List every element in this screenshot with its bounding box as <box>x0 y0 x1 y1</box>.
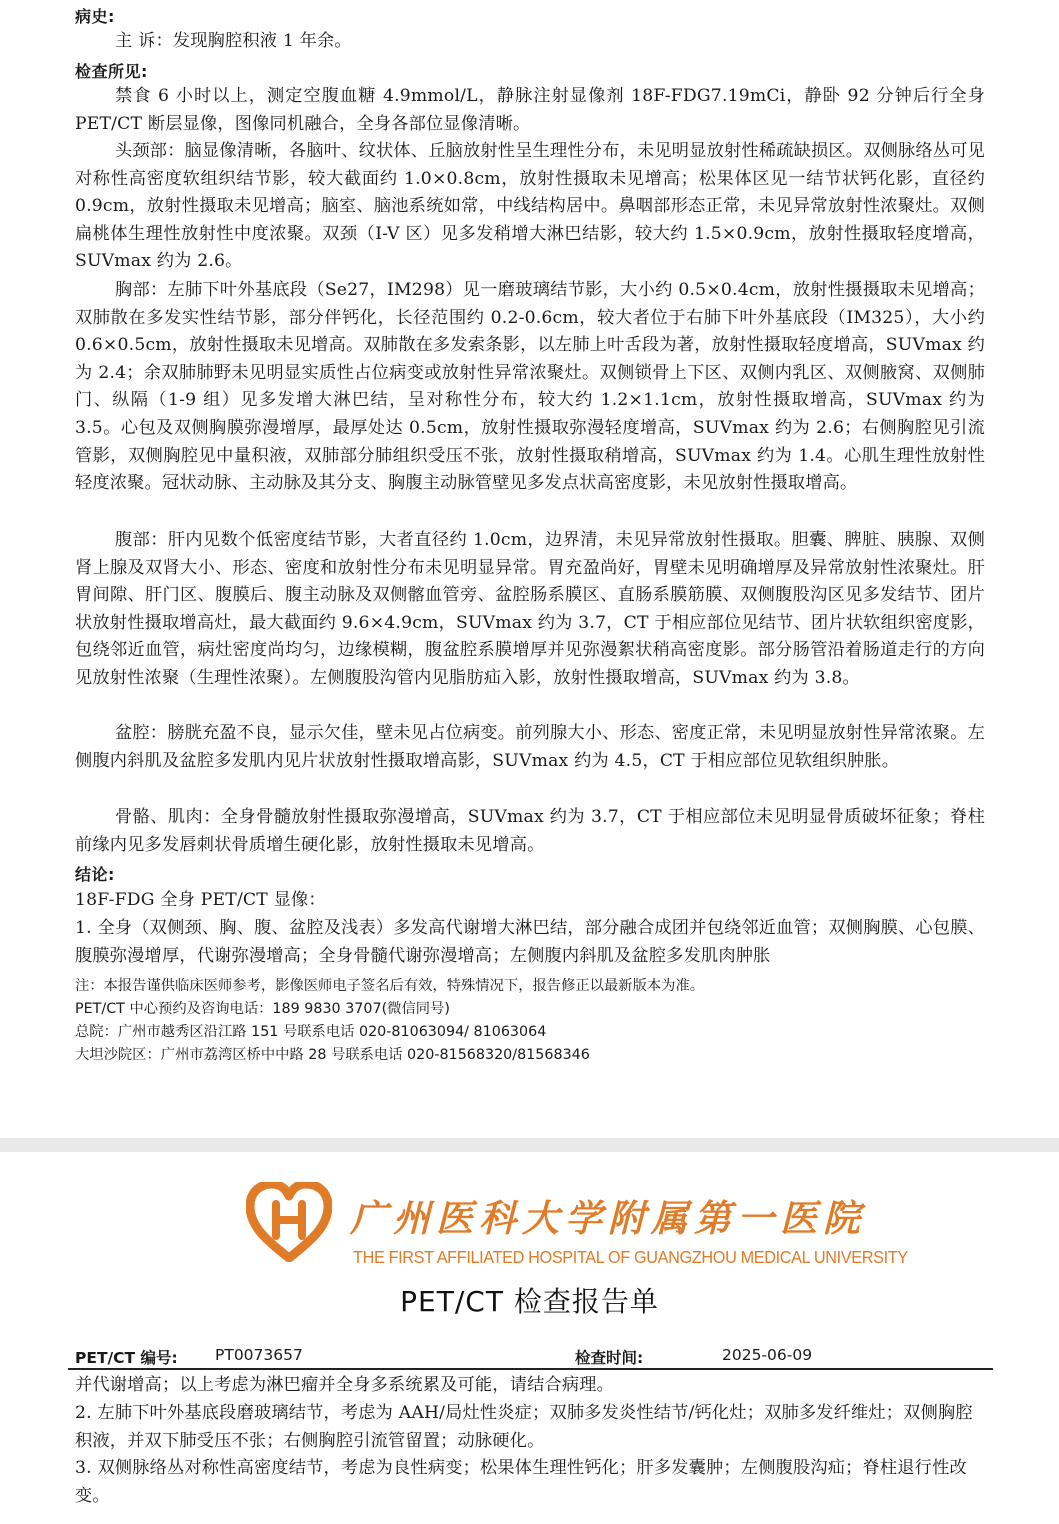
page-separator <box>0 1138 1059 1152</box>
hospital-logo-icon <box>246 1182 332 1262</box>
conclusion-item-2: 2. 左肺下叶外基底段磨玻璃结节，考虑为 AAH/局灶性炎症；双肺多发炎性结节/钙化灶；双肺多发纤维灶；双侧胸腔积液，并双下肺受压不张；右侧胸腔引流管留置；动脉硬化。 <box>75 1403 973 1451</box>
exam-date-value: 2025-06-09 <box>722 1346 813 1364</box>
conclusion-intro: 18F-FDG 全身 PET/CT 显像： <box>75 890 326 910</box>
chief-complaint: 主 诉：发现胸腔积液 1 年余。 <box>115 31 352 51</box>
report-page-2 <box>0 1152 1059 1524</box>
conclusion-item-1-part-1: 1. 全身（双侧颈、胸、腹、盆腔及浅表）多发高代谢增大淋巴结，部分融合成团并包绕邻近血管；双侧胸膜、心包膜、腹膜弥漫增厚，代谢弥漫增高；全身骨髓代谢弥漫增高；左侧腹内斜肌及盆腔多发肌肉肿胀 <box>75 918 985 966</box>
findings-procedure: 禁食 6 小时以上，测定空腹血糖 4.9mmol/L，静脉注射显像剂 18F-FDG7.19mCi，静卧 92 分钟后行全身 PET/CT 断层显像，图像同机融合，全身各部位显像清晰。 <box>75 86 985 134</box>
report-title: PET/CT 检查报告单 <box>400 1285 659 1318</box>
conclusion-heading: 结论: <box>75 865 115 884</box>
hospital-name-en: THE FIRST AFFILIATED HOSPITAL OF GUANGZHOU MEDICAL UNIVERSITY <box>353 1247 908 1267</box>
header-divider <box>68 1368 993 1370</box>
exam-id-value: PT0073657 <box>215 1346 303 1364</box>
findings-head-neck: 头颈部：脑显像清晰，各脑叶、纹状体、丘脑放射性呈生理性分布，未见明显放射性稀疏缺损区。双侧脉络丛可见对称性高密度软组织结节影，较大截面约 1.0×0.8cm，放射性摄取未见增高；松果体区见一结节状钙化影，直径约 0.9cm，放射性摄取未见增高；脑室、脑池系统如常，中线结构居中。鼻咽部形态正常，未见异常放射性浓聚灶。双侧扁桃体生理性放射性中度浓聚。双颈（I-V 区）见多发稍增大淋巴结影，较大约 1.5×0.9cm，放射性摄取轻度增高，SUVmax 约为 2.6。 <box>75 141 985 272</box>
conclusion-item-3: 3. 双侧脉络丛对称性高密度结节，考虑为良性病变；松果体生理性钙化；肝多发囊肿；左侧腹股沟疝；脊柱退行性改变。 <box>75 1458 967 1506</box>
findings-abdomen: 腹部：肝内见数个低密度结节影，大者直径约 1.0cm，边界清，未见异常放射性摄取。胆囊、脾脏、胰腺、双侧肾上腺及双肾大小、形态、密度和放射性分布未见明显异常。胃充盈尚好，胃壁未见明确增厚及异常放射性浓聚灶。肝胃间隙、肝门区、腹膜后、腹主动脉及双侧髂血管旁、盆腔肠系膜区、直肠系膜筋膜、双侧腹股沟区见多发结节、团片状放射性摄取增高灶，最大截面约 9.6×4.9cm，SUVmax 约为 3.7，CT 于相应部位见结节、团片状软组织密度影，包绕邻近血管，病灶密度尚均匀，边缘模糊，腹盆腔系膜增厚并见弥漫絮状稍高密度影。部分肠管沿着肠道走行的方向见放射性浓聚（生理性浓聚）。左侧腹股沟管内见脂肪疝入影，放射性摄取增高，SUVmax 约为 3.8。 <box>75 530 985 688</box>
contact-phone: PET/CT 中心预约及咨询电话：189 9830 3707(微信同号) <box>75 1001 450 1017</box>
findings-heading: 检查所见: <box>75 62 148 81</box>
report-disclaimer: 注：本报告谨供临床医师参考，影像医师电子签名后有效，特殊情况下，报告修正以最新版本为准。 <box>75 978 705 994</box>
exam-id-label: PET/CT 编号: <box>75 1349 178 1367</box>
findings-chest: 胸部：左肺下叶外基底段（Se27，IM298）见一磨玻璃结节影，大小约 0.5×0.4cm，放射性摄摄取未见增高；双肺散在多发实性结节影，部分伴钙化，长径范围约 0.2-0.6cm，较大者位于右肺下叶外基底段（IM325），大小约 0.6×0.5cm，放射性摄取未见增高。双肺散在多发索条影，以左肺上叶舌段为著，放射性摄取轻度增高，SUVmax 约为 2.4；余双肺肺野未见明显实质性占位病变或放射性异常浓聚灶。双侧锁骨上下区、双侧内乳区、双侧腋窝、双侧肺门、纵隔（1-9 组）见多发增大淋巴结，呈对称性分布，较大约 1.2×1.1cm，放射性摄取增高，SUVmax 约为 3.5。心包及双侧胸膜弥漫增厚，最厚处达 0.5cm，放射性摄取弥漫轻度增高，SUVmax 约为 2.6；右侧胸腔见引流管影，双侧胸腔见中量积液，双肺部分肺组织受压不张，放射性摄取稍增高，SUVmax 约为 1.4。心肌生理性放射性轻度浓聚。冠状动脉、主动脉及其分支、胸腹主动脉管壁见多发点状高密度影，未见放射性摄取增高。 <box>75 280 985 494</box>
findings-pelvis: 盆腔：膀胱充盈不良，显示欠佳，壁未见占位病变。前列腺大小、形态、密度正常，未见明显放射性异常浓聚。左侧腹内斜肌及盆腔多发肌内见片状放射性摄取增高影，SUVmax 约为 4.5，CT 于相应部位见软组织肿胀。 <box>75 723 985 771</box>
main-campus-address: 总院：广州市越秀区沿江路 151 号联系电话 020-81063094/ 81063064 <box>75 1024 547 1040</box>
findings-bone-muscle: 骨骼、肌肉：全身骨髓放射性摄取弥漫增高，SUVmax 约为 3.7，CT 于相应部位未见明显骨质破坏征象；脊柱前缘内见多发唇刺状骨质增生硬化影，放射性摄取未见增高。 <box>75 807 985 855</box>
hospital-name-cn: 广州医科大学附属第一医院 <box>350 1196 866 1240</box>
second-campus-address: 大坦沙院区：广州市荔湾区桥中中路 28 号联系电话 020-81568320/81568346 <box>75 1047 590 1063</box>
history-heading: 病史: <box>75 7 115 26</box>
exam-date-label: 检查时间: <box>575 1349 644 1367</box>
conclusion-item-1-part-2: 并代谢增高；以上考虑为淋巴瘤并全身多系统累及可能，请结合病理。 <box>75 1375 615 1395</box>
